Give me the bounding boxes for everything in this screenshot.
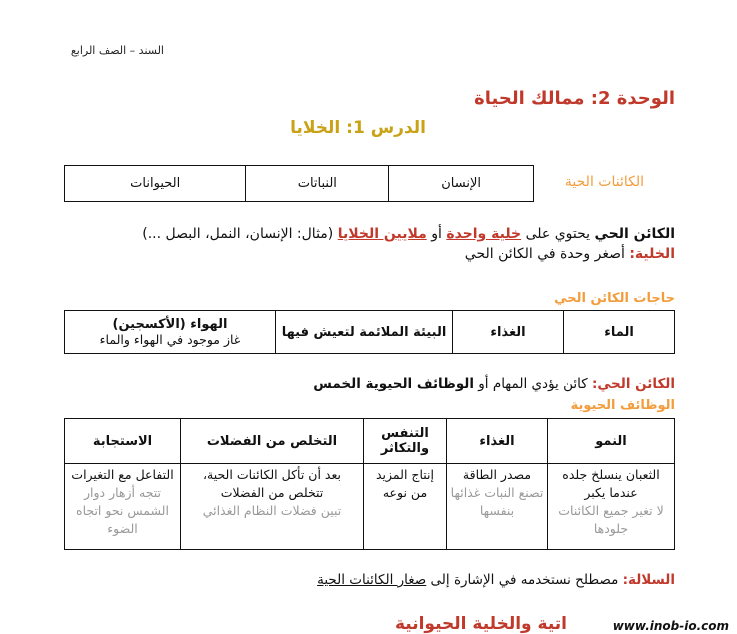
vital-cell-extra: تصنع النبات غذائها بنفسها — [450, 485, 544, 518]
vital-functions-title: الوظائف الحيوية — [570, 398, 675, 413]
lesson-title: الدرس 1: الخلايا — [290, 118, 426, 138]
living-thing-cell: الحيوانات — [65, 166, 246, 202]
unit-title: الوحدة 2: ممالك الحياة — [474, 88, 675, 109]
living-thing-cell: النباتات — [246, 166, 389, 202]
vital-cell — [364, 464, 447, 550]
vital-cell-main: الثعبان ينسلخ جلده عندما يكبر — [562, 467, 660, 500]
need-cell: البيئة الملائمة لتعيش فيها — [276, 311, 453, 354]
need-air-note: غاز موجود في الهواء والماء — [99, 332, 241, 347]
definition-connector: أو — [426, 226, 447, 242]
vital-cell-main: إنتاج المزيد من نوعه — [375, 467, 435, 500]
organism-definition-2 — [313, 376, 675, 392]
vital-header: التخلص من الفضلات — [181, 419, 364, 464]
need-cell-air — [65, 311, 276, 354]
definition-text: يحتوي على — [521, 226, 595, 242]
need-cell: الماء — [564, 311, 675, 354]
vital-header: الغذاء — [447, 419, 548, 464]
vital-cell-extra: تتجه أزهار دوار الشمس نحو اتجاه الضوء — [76, 485, 169, 536]
cell-definition — [465, 246, 675, 262]
vital-header: التنفس والتكاثر — [364, 419, 447, 464]
living-thing-cell: الإنسان — [389, 166, 534, 202]
definition-text: أصغر وحدة في الكائن الحي — [464, 246, 630, 262]
strain-definition — [317, 572, 675, 588]
definition-text: مصطلح نستخدمه في الإشارة إلى — [426, 572, 623, 588]
definition-term: الخلية: — [629, 246, 675, 262]
next-section-title: اتية والخلية الحيوانية — [394, 614, 567, 634]
vital-cell — [181, 464, 364, 550]
vital-cell-main: التفاعل مع التغيرات — [71, 467, 174, 482]
vital-cell — [447, 464, 548, 550]
vital-cell — [548, 464, 675, 550]
grade-header: السند – الصف الرابع — [70, 44, 164, 57]
vital-header: الاستجابة — [65, 419, 181, 464]
vital-functions-table — [64, 418, 675, 550]
definition-underlined: صغار الكائنات الحية — [317, 572, 427, 588]
organism-definition — [142, 226, 675, 242]
highlight-single-cell: خلية واحدة — [446, 226, 522, 242]
vital-cell — [65, 464, 181, 550]
definition-example: (مثال: الإنسان، النمل، البصل ...) — [142, 226, 338, 242]
highlight-millions-cells: ملايين الخلايا — [337, 226, 427, 242]
living-things-table — [64, 165, 534, 202]
need-air-title: الهواء (الأكسجين) — [112, 317, 228, 332]
vital-cell-extra: لا تغير جميع الكائنات جلودها — [558, 503, 664, 536]
definition-term: السلالة: — [622, 572, 675, 588]
vital-header: النمو — [548, 419, 675, 464]
vital-cell-extra: تبين فضلات النظام الغذائي — [202, 503, 342, 518]
definition-text: كائن يؤدي المهام أو — [473, 376, 592, 392]
vital-cell-main: بعد أن تأكل الكائنات الحية، تتخلص من الفضلات — [202, 467, 341, 500]
definition-term: الكائن الحي: — [591, 376, 675, 392]
watermark: www.inob-io.com — [612, 619, 729, 633]
need-cell: الغذاء — [453, 311, 564, 354]
living-things-label: الكائنات الحية — [564, 174, 644, 190]
needs-title: حاجات الكائن الحي — [554, 291, 675, 306]
needs-table — [64, 310, 675, 354]
definition-bold: الوظائف الحيوية الخمس — [313, 376, 474, 392]
definition-term: الكائن الحي — [594, 226, 675, 242]
vital-cell-main: مصدر الطاقة — [462, 467, 532, 482]
